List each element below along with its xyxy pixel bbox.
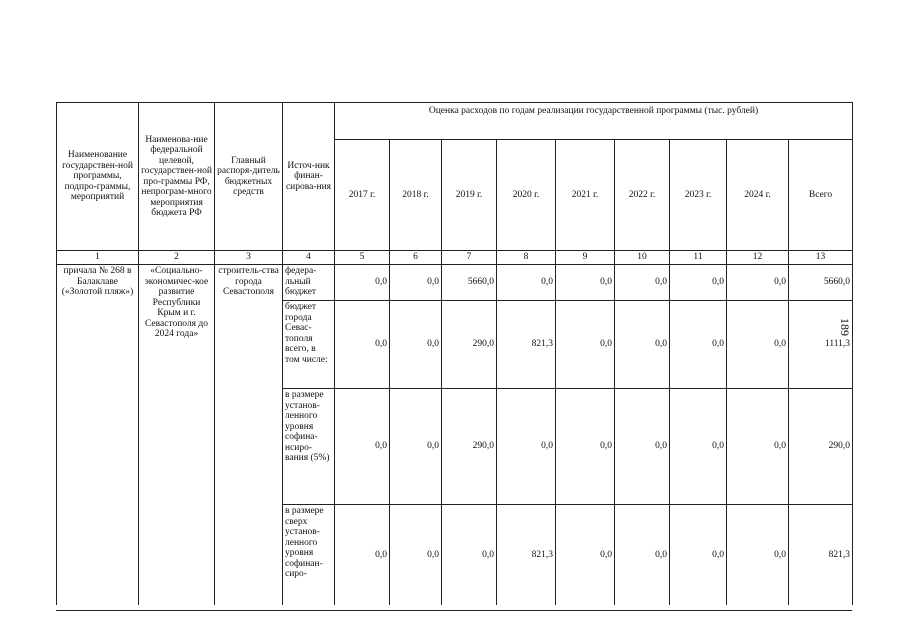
column-number: 11 (670, 251, 727, 265)
value-cell: 0,0 (390, 505, 442, 605)
value-cell: 0,0 (556, 301, 615, 389)
header-col1: Наименование государствен-ной программы, подпро-граммы, мероприятий (57, 103, 139, 251)
value-cell: 0,0 (497, 265, 556, 301)
value-cell: 0,0 (335, 301, 390, 389)
value-cell: 0,0 (556, 389, 615, 505)
column-number: 3 (215, 251, 283, 265)
column-number: 4 (283, 251, 335, 265)
column-number: 7 (442, 251, 497, 265)
table-bottom-rule (56, 610, 852, 611)
value-cell: 821,3 (497, 505, 556, 605)
column-number: 6 (390, 251, 442, 265)
header-year: 2020 г. (497, 140, 556, 251)
column-number: 9 (556, 251, 615, 265)
header-year: 2021 г. (556, 140, 615, 251)
funding-source: бюджет города Севас-тополя всего, в том числе: (283, 301, 335, 389)
value-cell: 0,0 (335, 265, 390, 301)
funding-source: в размере установ-ленного уровня софина-нсиро-вания (5%) (283, 389, 335, 505)
column-number: 12 (727, 251, 789, 265)
value-cell: 5660,0 (442, 265, 497, 301)
object-name: причала № 268 в Балаклаве («Золотой пляж») (57, 265, 139, 605)
column-number: 2 (139, 251, 215, 265)
header-col2: Наименова-ние федеральной целевой, государствен-ной про-граммы РФ, непрограм-много мероприятия бюджета РФ (139, 103, 215, 251)
header-row-1 (57, 103, 853, 140)
value-cell: 0,0 (615, 301, 670, 389)
value-cell: 0,0 (615, 389, 670, 505)
value-cell: 0,0 (670, 389, 727, 505)
total-cell: 821,3 (789, 505, 853, 605)
value-cell: 0,0 (615, 505, 670, 605)
total-cell: 290,0 (789, 389, 853, 505)
header-year: 2023 г. (670, 140, 727, 251)
value-cell: 0,0 (727, 505, 789, 605)
header-col3: Главный распоря-дитель бюджетных средств (215, 103, 283, 251)
column-number: 13 (789, 251, 853, 265)
program-name: «Социально-экономичес-кое развитие Республики Крым и г. Севастополя до 2024 года» (139, 265, 215, 605)
funding-source: в размере сверх установ-ленного уровня софинан-сиро- (283, 505, 335, 605)
value-cell: 0,0 (670, 265, 727, 301)
header-year: 2018 г. (390, 140, 442, 251)
header-total: Всего (789, 140, 853, 251)
value-cell: 0,0 (335, 389, 390, 505)
header-year: 2017 г. (335, 140, 390, 251)
value-cell: 821,3 (497, 301, 556, 389)
value-cell: 0,0 (390, 389, 442, 505)
header-year: 2024 г. (727, 140, 789, 251)
total-cell: 5660,0 (789, 265, 853, 301)
header-col4: Источ-ник финан-сирова-ния (283, 103, 335, 251)
value-cell: 0,0 (442, 505, 497, 605)
table-row (57, 265, 853, 301)
value-cell: 0,0 (390, 301, 442, 389)
value-cell: 290,0 (442, 301, 497, 389)
value-cell: 0,0 (615, 265, 670, 301)
value-cell: 0,0 (335, 505, 390, 605)
funding-source: федера-льный бюджет (283, 265, 335, 301)
value-cell: 0,0 (727, 389, 789, 505)
column-number: 8 (497, 251, 556, 265)
value-cell: 290,0 (442, 389, 497, 505)
page-number: 189 (838, 318, 852, 336)
budget-table (56, 102, 853, 605)
value-cell: 0,0 (556, 505, 615, 605)
total-cell: 1111,3 (789, 301, 853, 389)
header-group: Оценка расходов по годам реализации государственной программы (тыс. рублей) (335, 103, 853, 140)
value-cell: 0,0 (556, 265, 615, 301)
value-cell: 0,0 (670, 505, 727, 605)
value-cell: 0,0 (390, 265, 442, 301)
value-cell: 0,0 (727, 301, 789, 389)
column-number: 5 (335, 251, 390, 265)
value-cell: 0,0 (670, 301, 727, 389)
header-year: 2019 г. (442, 140, 497, 251)
value-cell: 0,0 (497, 389, 556, 505)
budget-manager: строитель-ства города Севастополя (215, 265, 283, 605)
column-number-row (57, 251, 853, 265)
header-year: 2022 г. (615, 140, 670, 251)
column-number: 1 (57, 251, 139, 265)
value-cell: 0,0 (727, 265, 789, 301)
column-number: 10 (615, 251, 670, 265)
